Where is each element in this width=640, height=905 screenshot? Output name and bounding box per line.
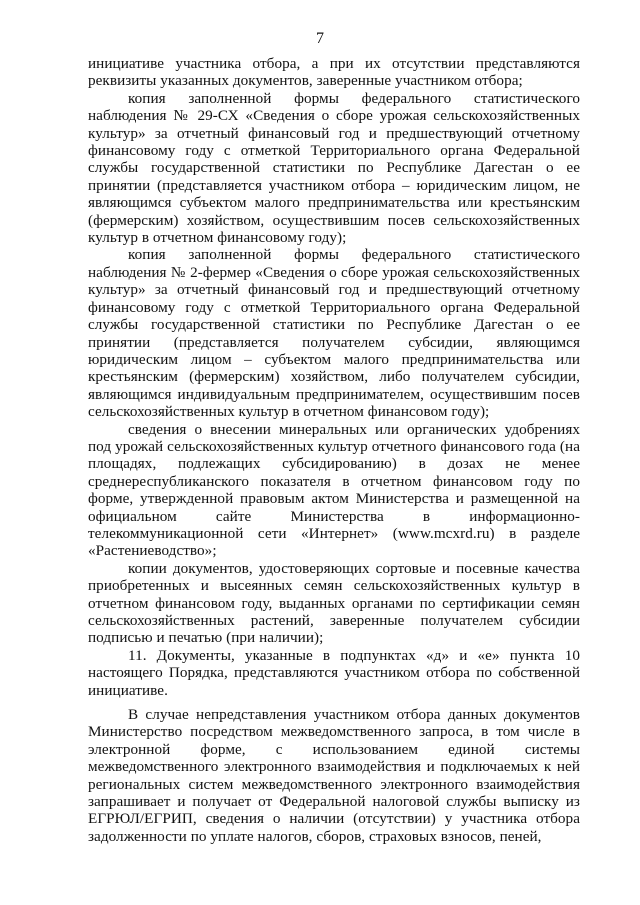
paragraph-form-29-sx: копия заполненной формы федерального статистического наблюдения № 29-СХ «Сведения о сборе урожая сельскохозяйственных культур» за отчетный финансовый год и предшествующий отчетному финансовому году с отметкой Территориального органа Федеральной службы государственной статистики по Республике Дагестан о ее принятии (представляется участником отбора – юридическим лицом, не являющимся субъектом малого предпринимательства или крестьянским (фермерским) хозяйством, осуществившим посев сельскохозяйственных культур в отчетном финансовому году);: [88, 89, 580, 247]
paragraph-seed-documents: копии документов, удостоверяющих сортовые и посевные качества приобретенных и высеянных семян сельскохозяйственных культур в отчетном финансовом году, выданных органами по сертификации семян сельскохозяйственных растений, заверенные получателем субсидии подписью и печатью (при наличии);: [88, 559, 580, 647]
document-body: [88, 55, 580, 845]
paragraph-interagency-request: В случае непредставления участником отбора данных документов Министерство посредством межведомственного запроса, в том числе в электронной форме, с использованием единой системы межведомственного электронного взаимодействия и подключаемых к ней региональных систем межведомственного электронного взаимодействия запрашивает и получает от Федеральной налоговой службы выписку из ЕГРЮЛ/ЕГРИП, сведения о наличии (отсутствии) у участника отбора задолженности по уплате налогов, сборов, страховых взносов, пеней,: [88, 706, 580, 845]
paragraph-fertilizer-info: сведения о внесении минеральных или органических удобрениях под урожай сельскохозяйственных культур отчетного финансового года (на площадях, подлежащих субсидированию) в дозах не менее среднереспубликанского показателя в отчетном финансовом году по форме, утвержденной правовым актом Министерства и размещенной на официальном сайте Министерства в информационно-телекоммуникационной сети «Интернет» (www.mcxrd.ru) в разделе «Растениеводство»;: [88, 420, 580, 560]
paragraph-clause-11: 11. Документы, указанные в подпунктах «д» и «е» пункта 10 настоящего Порядка, представляются участником отбора по собственной инициативе.: [88, 646, 580, 699]
paragraph-form-2-fermer: копия заполненной формы федерального статистического наблюдения № 2-фермер «Сведения о сборе урожая сельскохозяйственных культур» за отчетный финансовый год и предшествующий отчетному финансовому году с отметкой Территориального органа Федеральной службы государственной статистики по Республике Дагестан о ее принятии (представляется получателем субсидии, являющимся юридическим лицом – субъектом малого предпринимательства или крестьянским (фермерским) хозяйством, либо получателем субсидии, являющимся индивидуальным предпринимателем, осуществившим посев сельскохозяйственных культур в отчетном финансовом году);: [88, 246, 580, 421]
page-number: 7: [316, 30, 324, 47]
paragraph-continuation: инициативе участника отбора, а при их отсутствии представляются реквизиты указанных документов, заверенные участником отбора;: [88, 55, 580, 90]
